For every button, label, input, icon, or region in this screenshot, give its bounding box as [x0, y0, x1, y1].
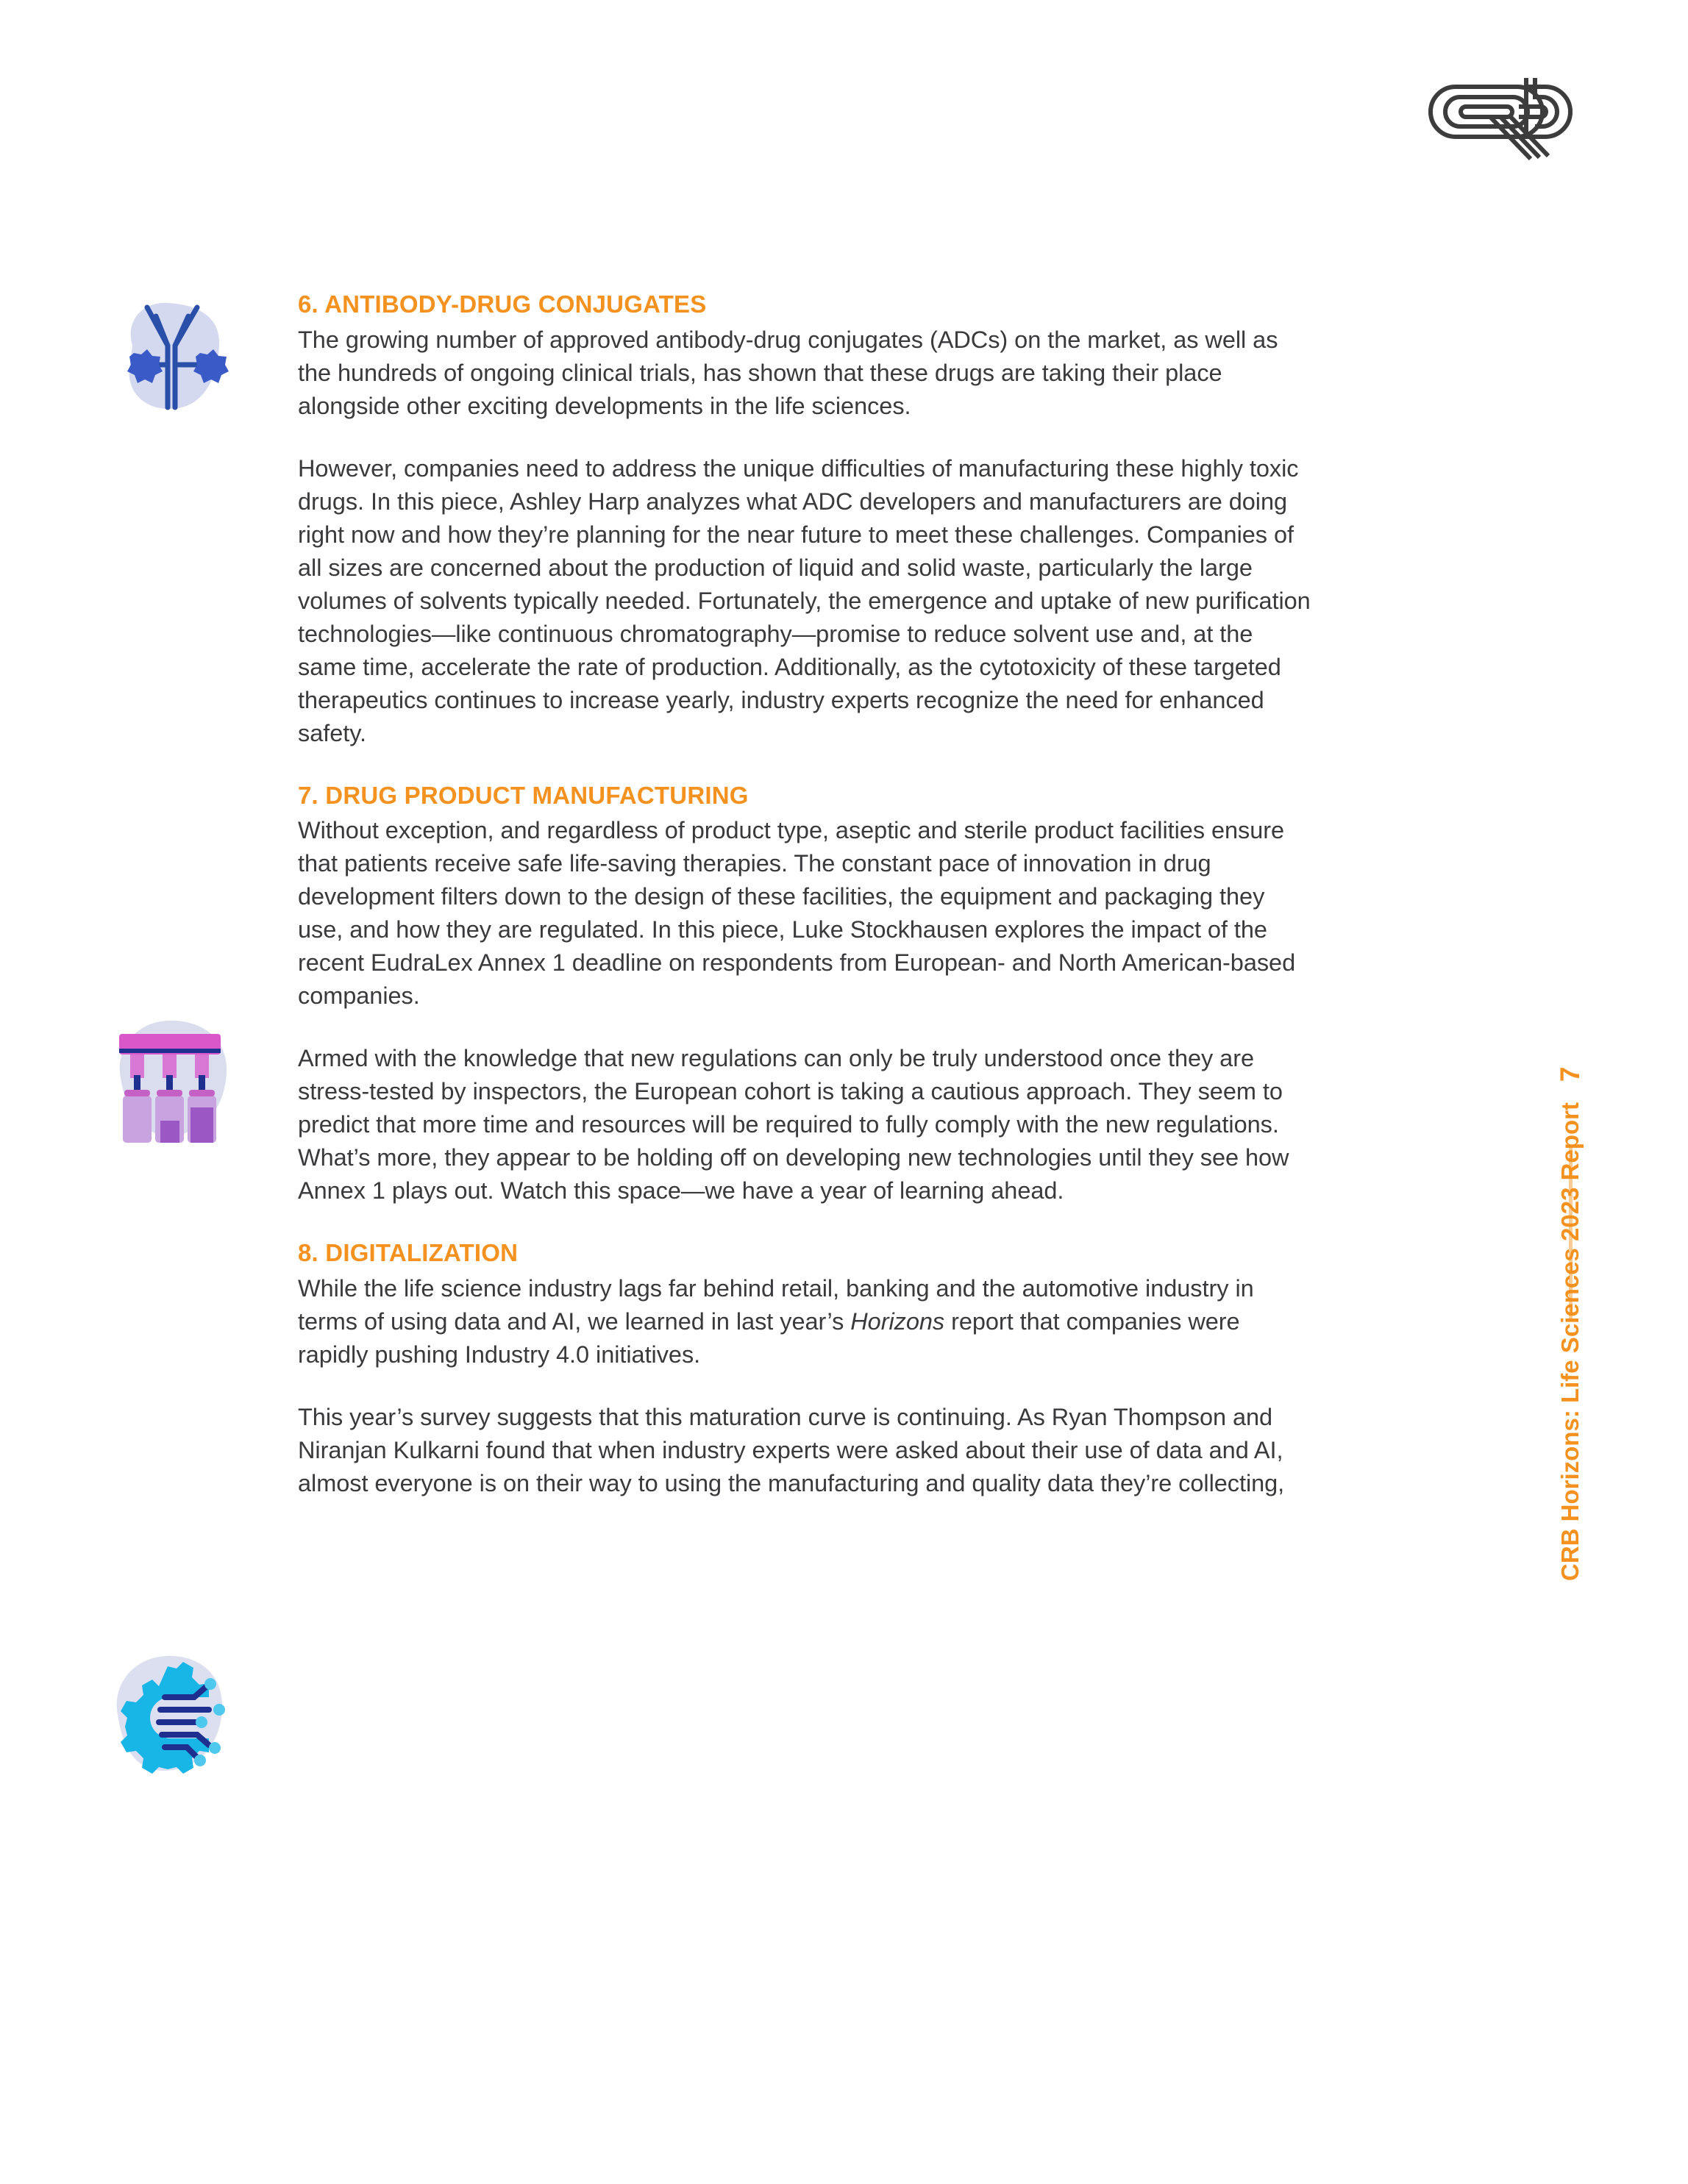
- section-paragraph: Without exception, and regardless of product type, aseptic and sterile product facilities ensure that patients receive safe life-saving therapies. The constant pace of innovation in drug development filters down to the design of these facilities, the equipment and packaging they use, and how they are regulated. In this piece, Luke Stockhausen explores the impact of the recent EudraLex Annex 1 deadline on respondents from European- and North American-based companies.: [298, 817, 1296, 1010]
- digitalization-gear-circuit-icon: [94, 1634, 241, 1781]
- section-antibody-drug-conjugates: [298, 288, 1313, 750]
- section-drug-product-manufacturing: [298, 779, 1313, 1208]
- rail-report-title: CRB Horizons: Life Sciences 2023 Report: [1556, 1102, 1584, 1582]
- section-paragraph-rich: [298, 1272, 1313, 1371]
- section-heading: 7. DRUG PRODUCT MANUFACTURING: [298, 781, 749, 809]
- page-content: [298, 288, 1313, 1500]
- section-paragraph: The growing number of approved antibody-drug conjugates (ADCs) on the market, as well as the hundreds of ongoing clinical trials, has shown that these drugs are taking their place alongside other exciting developments in the life sciences.: [298, 326, 1278, 419]
- rich-text-before: While the life science industry lags far behind retail, banking and the automotive industry in terms of using data and AI, we learned in last year’s: [298, 1274, 1254, 1335]
- antibody-drug-conjugate-icon: [94, 278, 241, 425]
- section-heading: 8. DIGITALIZATION: [298, 1239, 519, 1267]
- rich-text-italic: Horizons: [850, 1307, 945, 1335]
- section-digitalization: [298, 1237, 1313, 1500]
- vial-filling-line-icon: [94, 1002, 241, 1149]
- section-paragraph: However, companies need to address the unique difficulties of manufacturing these highly toxic drugs. In this piece, Ashley Harp analyzes what ADC developers and manufacturers are doing right now and how they’re planning for the near future to meet these challenges. Companies of all sizes are concerned about the production of liquid and solid waste, particularly the large volumes of solvents typically needed. Fortunately, the emergence and uptake of new purification technologies—like continuous chromatography—promise to reduce solvent use and, at the same time, accelerate the rate of production. Additionally, as the cytotoxicity of these targeted therapeutics continues to increase yearly, industry experts recognize the need for enhanced safety.: [298, 454, 1311, 746]
- page-number: 7: [1555, 1066, 1585, 1082]
- crb-logo: [1401, 65, 1578, 160]
- crb-logo-mark: [1401, 65, 1578, 160]
- section-heading: 6. ANTIBODY-DRUG CONJUGATES: [298, 290, 707, 318]
- page-rail: [1541, 1059, 1600, 2088]
- rich-text-after: report that companies were rapidly pushing Industry 4.0 initiatives.: [298, 1307, 1240, 1368]
- section-paragraph: This year’s survey suggests that this maturation curve is continuing. As Ryan Thompson and Niranjan Kulkarni found that when industry experts were asked about their use of data and AI, almost everyone is on their way to using the manufacturing and quality data they’re collecting,: [298, 1403, 1285, 1496]
- section-paragraph: Armed with the knowledge that new regulations can only be truly understood once they are stress-tested by inspectors, the European cohort is taking a cautious approach. They seem to predict that more time and resources will be required to fully comply with the new regulations. What’s more, they appear to be holding off on developing new technologies until they see how Annex 1 plays out. Watch this space—we have a year of learning ahead.: [298, 1045, 1289, 1205]
